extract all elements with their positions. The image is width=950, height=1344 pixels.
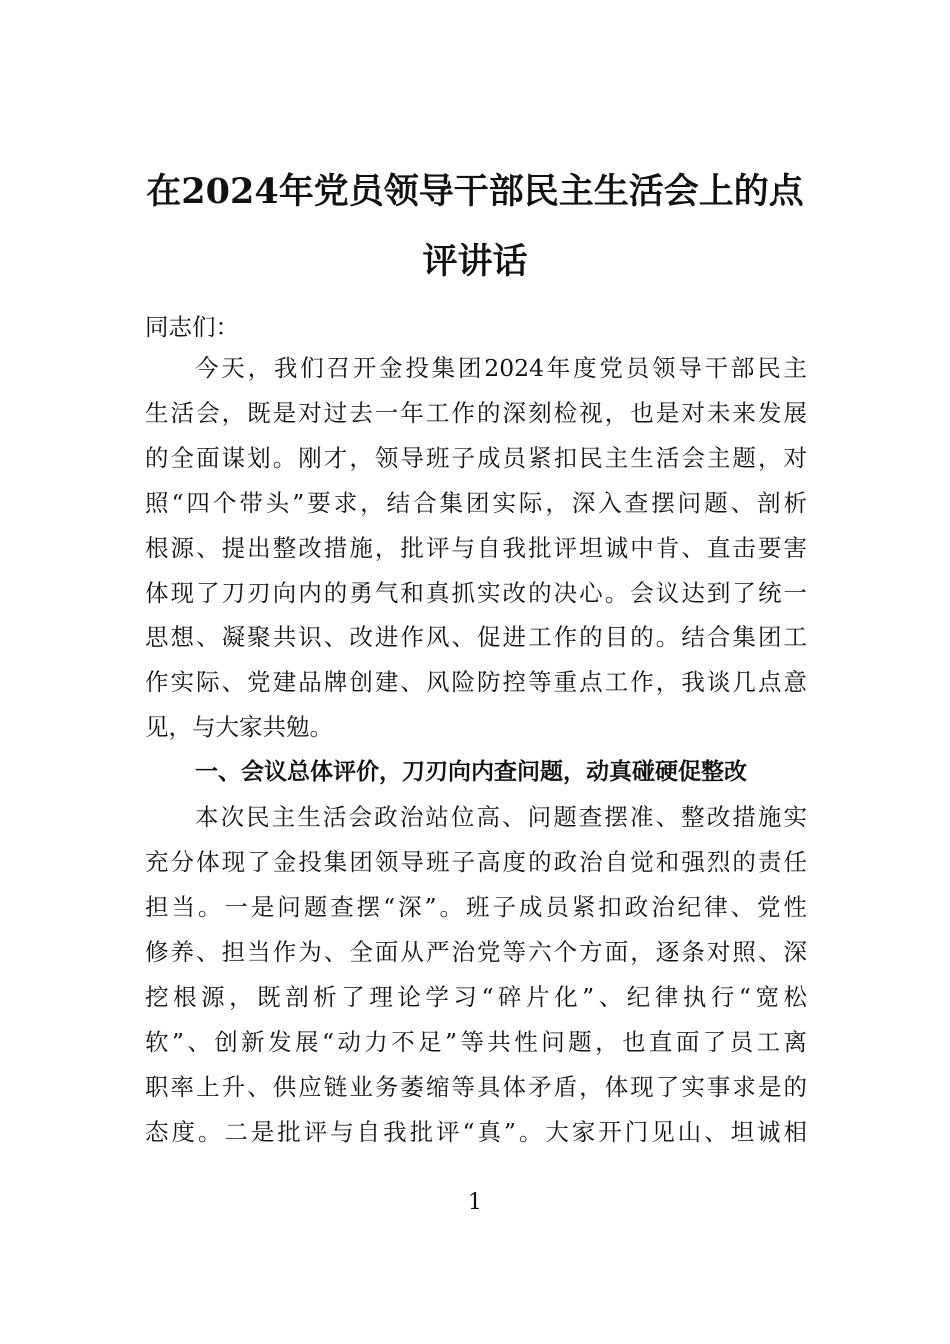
paragraph-2-line: 软”、创新发展“动力不足”等共性问题，也直面了员工离 (145, 1028, 807, 1056)
paragraph-2-line: 本次民主生活会政治站位高、问题查摆准、整改措施实 (195, 803, 807, 831)
paragraph-2-line: 担当。一是问题查摆“深”。班子成员紧扣政治纪律、党性 (145, 893, 807, 921)
paragraph-1-line: 见，与大家共勉。 (145, 713, 333, 741)
paragraph-1-line: 思想、凝聚共识、改进作风、促进工作的目的。结合集团工 (145, 623, 807, 651)
document-title-line-2: 评讲话 (422, 241, 528, 282)
paragraph-1-line: 照“四个带头”要求，结合集团实际，深入查摆问题、剖析 (145, 489, 807, 517)
paragraph-1-line: 生活会，既是对过去一年工作的深刻检视，也是对未来发展 (145, 399, 807, 427)
paragraph-1-line: 根源、提出整改措施，批评与自我批评坦诚中肯、直击要害 (145, 534, 807, 562)
paragraph-1-line: 作实际、党建品牌创建、风险防控等重点工作，我谈几点意 (145, 668, 807, 696)
paragraph-2-line: 挖根源，既剖析了理论学习“碎片化”、纪律执行“宽松 (145, 983, 807, 1011)
section-heading-1: 一、会议总体评价，刀刃向内查问题，动真碰硬促整改 (195, 759, 747, 785)
paragraph-2-line: 修养、担当作为、全面从严治党等六个方面，逐条对照、深 (145, 938, 807, 966)
paragraph-2-line: 职率上升、供应链业务萎缩等具体矛盾，体现了实事求是的 (145, 1073, 807, 1101)
page-number: 1 (468, 1190, 482, 1215)
document-title-line-1: 在2024年党员领导干部民主生活会上的点 (146, 171, 804, 212)
paragraph-1-line: 体现了刀刃向内的勇气和真抓实改的决心。会议达到了统一 (145, 579, 807, 607)
paragraph-2-line: 态度。二是批评与自我批评“真”。大家开门见山、坦诚相 (145, 1118, 807, 1146)
salutation: 同志们： (145, 313, 239, 341)
paragraph-2-line: 充分体现了金投集团领导班子高度的政治自觉和强烈的责任 (145, 848, 807, 876)
paragraph-1-line: 的全面谋划。刚才，领导班子成员紧扣民主生活会主题，对 (145, 444, 807, 472)
paragraph-1-line: 今天，我们召开金投集团2024年度党员领导干部民主 (195, 354, 807, 382)
